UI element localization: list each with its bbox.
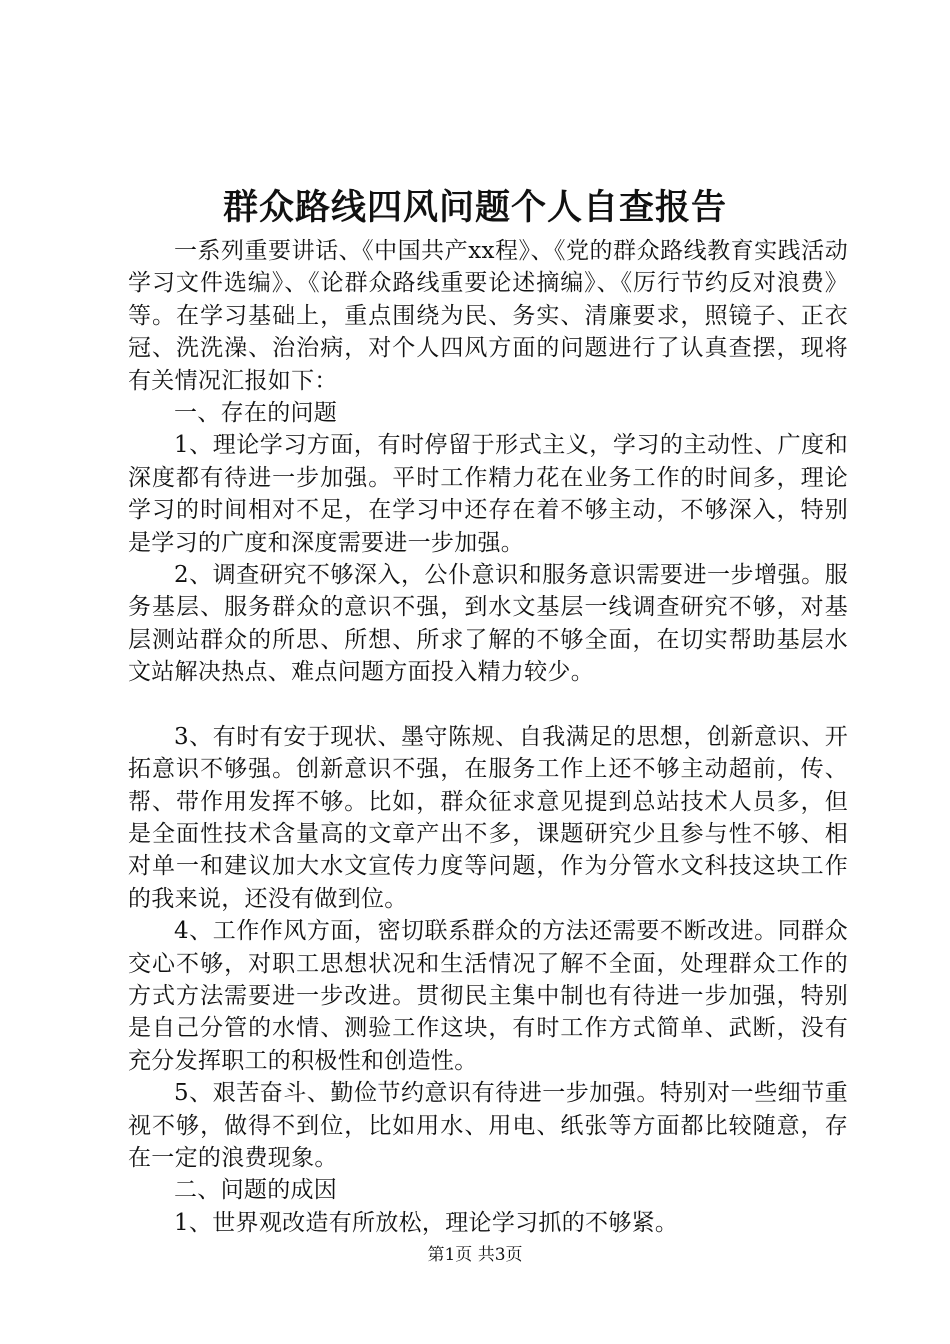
document-body [128,235,848,1239]
problem-item-1: 1、理论学习方面，有时停留于形式主义，学习的主动性、广度和深度都有待进一步加强。平时工作精力花在业务工作的时间多，理论学习的时间相对不足，在学习中还存在着不够主动，不够深入，特别是学习的广度和深度需要进一步加强。 [128,432,848,556]
section-heading-problems: 一、存在的问题 [174,400,338,427]
document-title: 群众路线四风问题个人自查报告 [222,187,727,228]
cause-item-1: 1、世界观改造有所放松，理论学习抓的不够紧。 [174,1209,679,1236]
page-number-footer: 第1页 共3页 [427,1245,523,1265]
intro-paragraph: 一系列重要讲话、《中国共产xx程》、《党的群众路线教育实践活动学习文件选编》、《论群众路线重要论述摘编》、《厉行节约反对浪费》等。在学习基础上，重点围绕为民、务实、清廉要求，照镜子、正衣冠、洗洗澡、治治病，对个人四风方面的问题进行了认真查摆，现将有关情况汇报如下： [128,238,848,394]
section-heading-causes: 二、问题的成因 [174,1177,338,1204]
problem-item-3: 3、有时有安于现状、墨守陈规、自我满足的思想，创新意识、开拓意识不够强。创新意识不强，在服务工作上还不够主动超前，传、帮、带作用发挥不够。比如，群众征求意见提到总站技术人员多，但是全面性技术含量高的文章产出不多，课题研究少且参与性不够、相对单一和建议加大水文宣传力度等问题，作为分管水文科技这块工作的我来说，还没有做到位。 [128,723,848,912]
problem-item-2: 2、调查研究不够深入，公仆意识和服务意识需要进一步增强。服务基层、服务群众的意识不强，到水文基层一线调查研究不够，对基层测站群众的所思、所想、所求了解的不够全面，在切实帮助基层水文站解决热点、难点问题方面投入精力较少。 [128,562,848,686]
problem-item-4: 4、工作作风方面，密切联系群众的方法还需要不断改进。同群众交心不够，对职工思想状况和生活情况了解不全面，处理群众工作的方式方法需要进一步改进。贯彻民主集中制也有待进一步加强，特别是自己分管的水情、测验工作这块，有时工作方式简单、武断，没有充分发挥职工的积极性和创造性。 [128,918,848,1074]
problem-item-5: 5、艰苦奋斗、勤俭节约意识有待进一步加强。特别对一些细节重视不够，做得不到位，比如用水、用电、纸张等方面都比较随意，存在一定的浪费现象。 [128,1080,848,1171]
